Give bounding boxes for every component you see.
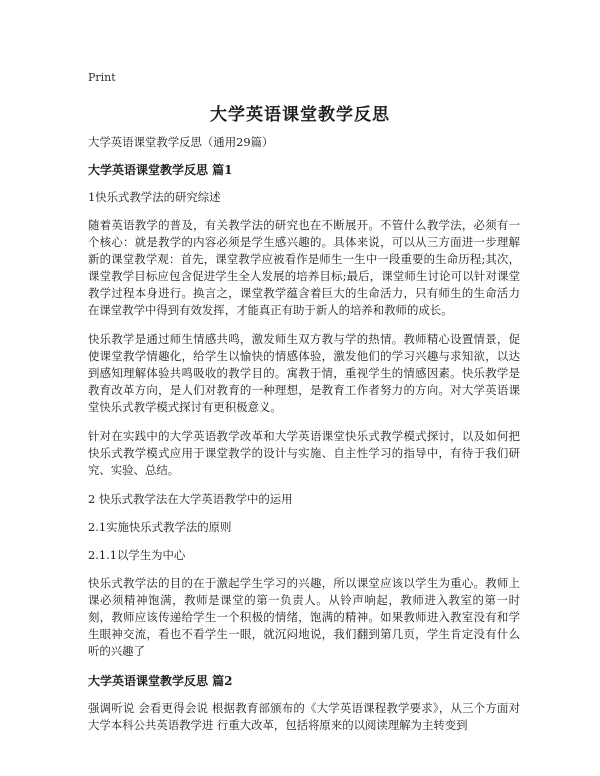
paragraph: 随着英语教学的普及，有关教学法的研究也在不断展开。不管什么教学法，必须有一个核心：就是教学的内容必须是学生感兴趣的。具体来说，可以从三方面进一步理解新的课堂教学观：首先，课堂教学应被看作是师生一生中一段重要的生命历程;其次，课堂教学目标应包含促进学生全人发展的培养目标;最后，课堂师生讨论可以针对课堂教学过程本身进行。换言之，课堂教学蕴含着巨大的生命活力，只有师生的生命活力在课堂教学中得到有效发挥，才能真正有助于新人的培养和教师的成长。: [88, 218, 520, 317]
document-body: [88, 134, 520, 746]
document-subtitle: 大学英语课堂教学反思（通用29篇）: [88, 135, 274, 149]
section-heading-1: 大学英语课堂教学反思 篇1: [88, 163, 233, 177]
paragraph: 强调听说 会看更得会说 根据教育部颁布的《大学英语课程教学要求》，从三个方面对大学本科公共英语教学进 行重大改革，包括将原来的以阅读理解为主转变到: [88, 701, 520, 732]
document-title: 大学英语课堂教学反思: [210, 105, 390, 125]
paragraph: 针对在实践中的大学英语教学改革和大学英语课堂快乐式教学模式探讨，以及如何把快乐式教学模式应用于课堂教学的设计与实施、自主性学习的指导中，有待于我们研究、实验、总结。: [88, 429, 520, 477]
print-label: Print: [88, 71, 116, 84]
sub-heading: 2.1实施快乐式教学法的原则: [88, 520, 232, 534]
sub-heading: 2.1.1以学生为中心: [88, 548, 186, 562]
section-heading-2: 大学英语课堂教学反思 篇2: [88, 674, 233, 688]
paragraph: 快乐式教学法的目的在于激起学生学习的兴趣，所以课堂应该以学生为重心。教师上课必须精神饱满，教师是课堂的第一负责人。从铃声响起，教师进入教室的第一时刻，教师应该传递给学生一个积极的情绪，饱满的精神。如果教师进入教室没有和学生眼神交流，看也不看学生一眼，就沉闷地说，我们翻到第几页，学生肯定没有什么听的兴趣了: [88, 576, 520, 658]
paragraph: 快乐教学是通过师生情感共鸣，激发师生双方教与学的热情。教师精心设置情景，促使课堂教学情趣化，给学生以愉快的情感体验，激发他们的学习兴趣与求知欲，以达到感知理解体验共鸣吸收的教学目的。寓教于情，重视学生的情感因素。快乐教学是教育改革方向，是人们对教育的一种理想，是教育工作者努力的方向。对大学英语课堂快乐式教学模式探讨有更积极意义。: [88, 332, 520, 414]
sub-heading: 2 快乐式教学法在大学英语教学中的运用: [88, 492, 293, 506]
sub-heading: 1快乐式教学法的研究综述: [88, 190, 221, 204]
